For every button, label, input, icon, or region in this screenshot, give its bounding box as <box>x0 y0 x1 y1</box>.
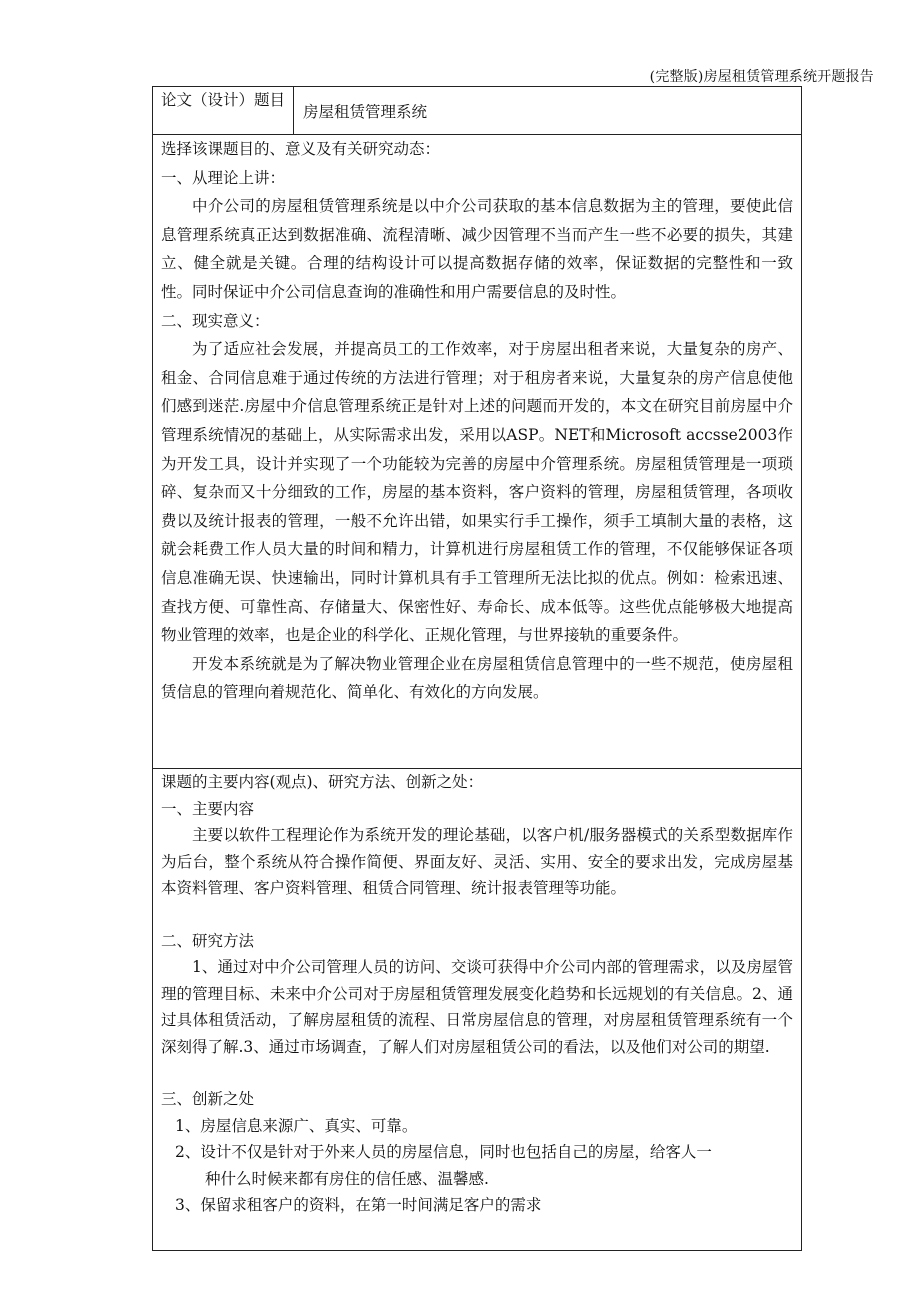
innovation-item-3: 3、保留求租客户的资料，在第一时间满足客户的需求 <box>175 1196 542 1214</box>
paragraph-practical: 为了适应社会发展，并提高员工的工作效率，对于房屋出租者来说，大量复杂的房产、租金、合同信息难于通过传统的方法进行管理；对于租房者来说，大量复杂的房产信息使他们感到迷茫.房屋中介信息管理系统正是针对上述的问题而开发的，本文在研究目前房屋中介管理系统情况的基础上，从实际需求出发，采用以ASP。NET和Microsoft accsse2003作为开发工具，设计并实现了一个功能较为完善的房屋中介管理系统。房屋租赁管理是一项琐碎、复杂而又十分细致的工作，房屋的基本资料，客户资料的管理，房屋租赁管理，各项收费以及统计报表的管理，一般不允许出错，如果实行手工操作，须手工填制大量的表格，这就会耗费工作人员大量的时间和精力，计算机进行房屋租赁工作的管理，不仅能够保证各项信息准确无误、快速输出，同时计算机具有手工管理所无法比拟的优点。例如：检索迅速、查找方便、可靠性高、存储量大、保密性好、寿命长、成本低等。这些优点能够极大地提高物业管理的效率，也是企业的科学化、正规化管理，与世界接轨的重要条件。 <box>161 340 793 645</box>
innovation-item-2-line2: 种什么时候来都有房住的信任感、温馨感. <box>205 1169 489 1188</box>
paragraph-theory: 中介公司的房屋租赁管理系统是以中介公司获取的基本信息数据为主的管理，要使此信息管理系统真正达到数据准确、流程清晰、减少因管理不当而产生一些不必要的损失，其建立、健全就是关键。合理的结构设计可以提高数据存储的效率，保证数据的完整性和一致性。同时保证中介公司信息查询的准确性和用户需要信息的及时性。 <box>161 197 793 301</box>
spacer <box>161 1060 793 1086</box>
subheading-methods: 二、研究方法 <box>161 931 255 950</box>
innovation-item-2-line1: 2、设计不仅是针对于外来人员的房屋信息，同时也包括自己的房屋，给客人一 <box>175 1143 712 1161</box>
proposal-table <box>152 86 802 1251</box>
subheading-main-content: 一、主要内容 <box>161 799 255 818</box>
subheading-innovation: 三、创新之处 <box>161 1090 255 1108</box>
thesis-title-value: 房屋租赁管理系统 <box>303 103 428 121</box>
thesis-title-label: 论文（设计）题目 <box>153 87 294 134</box>
subheading-practical: 二、现实意义： <box>161 311 270 330</box>
paragraph-methods: 1、通过对中介公司管理人员的访问、交谈可获得中介公司内部的管理需求，以及房屋管理的管理目标、未来中介公司对于房屋租赁管理发展变化趋势和长远规划的有关信息。2、通过具体租赁活动，了解房屋租赁的流程、日常房屋信息的管理，对房屋租赁管理系统有一个深刻得了解.3、通过市场调查，了解人们对房屋租赁公司的看法，以及他们对公司的期望. <box>161 958 793 1056</box>
section-heading-purpose: 选择该课题目的、意义及有关研究动态： <box>161 140 441 158</box>
document-header-title: (完整版)房屋租赁管理系统开题报告 <box>649 69 874 85</box>
spacer <box>161 902 793 928</box>
innovation-item-2 <box>161 1139 793 1192</box>
subheading-theory: 一、从理论上讲： <box>161 168 286 187</box>
paragraph-main-content: 主要以软件工程理论作为系统开发的理论基础，以客户机/服务器模式的关系型数据库作为后台，整个系统从符合操作简便、界面友好、灵活、实用、安全的要求出发，完成房屋基本资料管理、客户资料管理、租赁合同管理、统计报表管理等功能。 <box>161 826 793 897</box>
section-heading-content: 课题的主要内容(观点)、研究方法、创新之处： <box>161 773 484 791</box>
purpose-significance-section <box>153 135 801 769</box>
innovation-item-1: 1、房屋信息来源广、真实、可靠。 <box>175 1116 418 1135</box>
content-methods-section <box>153 769 801 1250</box>
thesis-title-row <box>153 87 801 135</box>
paragraph-goal: 开发本系统就是为了解决物业管理企业在房屋租赁信息管理中的一些不规范，使房屋租赁信息的管理向着规范化、简单化、有效化的方向发展。 <box>161 654 793 702</box>
